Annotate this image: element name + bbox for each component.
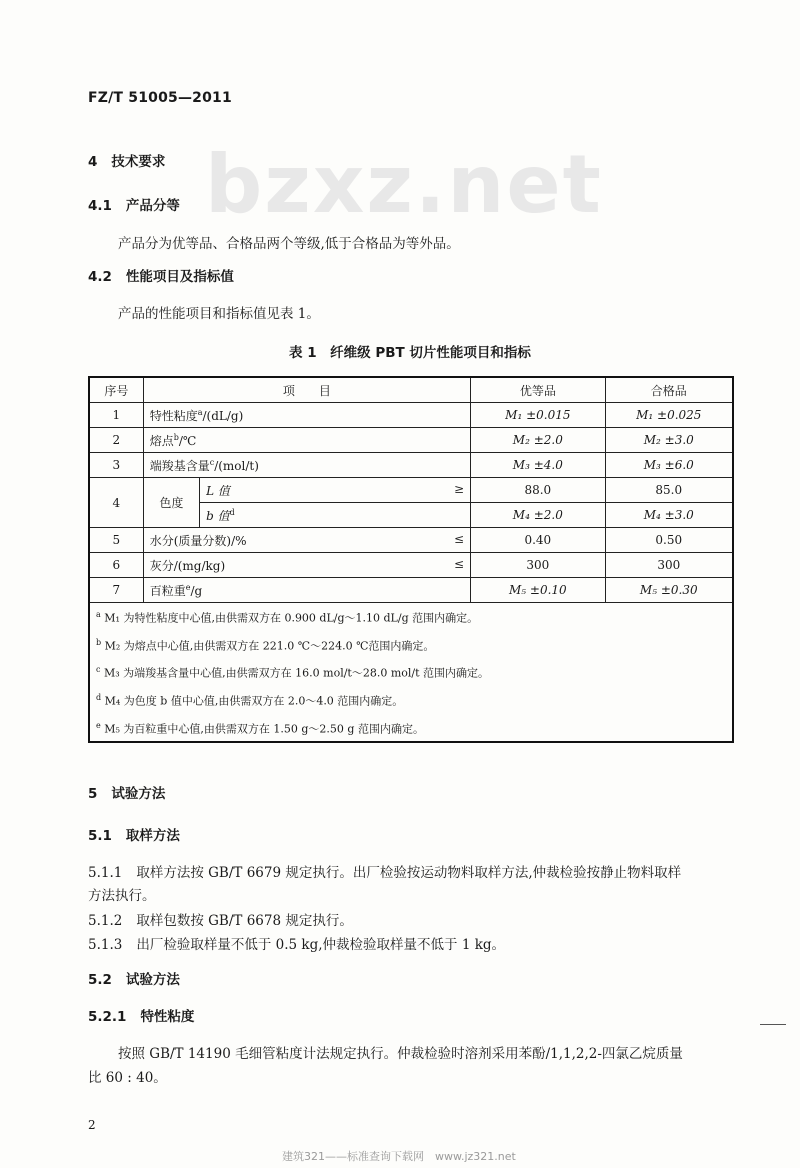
table-note: $^d$ M₄ 为色度 b 值中心值,由供需双方在 2.0～4.0 范围内确定。	[96, 692, 404, 708]
section-title: 取样方法	[125, 828, 180, 844]
row-seq: 3	[89, 453, 143, 478]
row-superior: 88.0	[471, 478, 605, 503]
table-note: $^a$ M₁ 为特性粘度中心值,由供需双方在 0.900 dL/g～1.10 dL/g 范围内确定。	[96, 610, 479, 625]
section-title: 产品分等	[125, 198, 180, 214]
row-qualified: 85.0	[605, 478, 733, 503]
table-note: $^b$ M₂ 为熔点中心值,由供需双方在 221.0 ℃～224.0 ℃范围内确定。	[96, 637, 435, 653]
row-qualified: 0.50	[605, 528, 733, 553]
row-item: 端羧基含量$^c$/(mol/t)	[143, 453, 470, 478]
row-item: 百粒重$^e$/g	[143, 578, 470, 603]
row-qualified: M₅ ±0.30	[605, 578, 733, 603]
row-seq: 6	[89, 553, 143, 578]
row-superior: M₄ ±2.0	[471, 503, 605, 528]
table-notes	[89, 603, 733, 743]
section-number: 5	[88, 786, 98, 802]
row-superior: M₂ ±2.0	[471, 428, 605, 453]
row-seq: 5	[89, 528, 143, 553]
row-qualified: M₄ ±3.0	[605, 503, 733, 528]
table-row	[89, 578, 733, 603]
section-5-1-1-text-cont: 方法执行。	[88, 888, 156, 904]
table-row	[89, 528, 733, 553]
table-row	[89, 478, 733, 503]
row-superior: 0.40	[471, 528, 605, 553]
section-title: 试验方法	[125, 972, 180, 988]
section-4-2-text: 产品的性能项目和指标值见表 1。	[118, 306, 320, 322]
row-superior: M₁ ±0.015	[471, 403, 605, 428]
table-1-caption: 表 1 纤维级 PBT 切片性能项目和指标	[289, 345, 531, 361]
section-5-1-1-text: 5.1.1 取样方法按 GB/T 6679 规定执行。出厂检验按运动物料取样方法,仲裁检验按静止物料取样	[88, 865, 682, 881]
table-note: $^c$ M₃ 为端羧基含量中心值,由供需双方在 16.0 mol/t～28.0 mol/t 范围内确定。	[96, 665, 490, 680]
row-seq: 2	[89, 428, 143, 453]
section-5-1-2-text: 5.1.2 取样包数按 GB/T 6678 规定执行。	[88, 913, 353, 929]
row-subitem: L 值 ≥	[200, 478, 471, 503]
table-row	[89, 453, 733, 478]
header-item: 项 目	[143, 377, 470, 403]
section-title: 特性粘度	[140, 1009, 195, 1025]
section-number: 4.2	[88, 269, 112, 285]
watermark: bzxz.net	[205, 138, 603, 231]
table-1	[88, 376, 734, 743]
row-seq: 7	[89, 578, 143, 603]
row-item: 灰分/(mg/kg) ≤	[143, 553, 470, 578]
table-row	[89, 428, 733, 453]
header-qualified: 合格品	[605, 377, 733, 403]
row-qualified: M₂ ±3.0	[605, 428, 733, 453]
row-item: 色度	[143, 478, 199, 528]
section-title: 试验方法	[111, 786, 166, 802]
page-number: 2	[88, 1118, 96, 1132]
row-qualified: 300	[605, 553, 733, 578]
row-qualified: M₃ ±6.0	[605, 453, 733, 478]
footer-source: 建筑321——标准查询下载网 www.jz321.net	[282, 1150, 516, 1163]
table-header-row	[89, 377, 733, 403]
row-item: 水分(质量分数)/% ≤	[143, 528, 470, 553]
row-superior: M₅ ±0.10	[471, 578, 605, 603]
row-seq: 4	[89, 478, 143, 528]
table-note: $^e$ M₅ 为百粒重中心值,由供需双方在 1.50 g～2.50 g 范围内确定。	[96, 720, 424, 736]
section-5-2-1-text: 按照 GB/T 14190 毛细管粘度计法规定执行。仲裁检验时溶剂采用苯酚/1,1,2,2-四氯乙烷质量	[118, 1046, 683, 1062]
row-subitem: b 值$^d$	[200, 503, 471, 528]
header-superior: 优等品	[471, 377, 605, 403]
table-notes-row	[89, 603, 733, 743]
section-5-2-1-heading	[88, 1005, 194, 1025]
table-row	[89, 553, 733, 578]
section-number: 5.2	[88, 972, 112, 988]
section-5-2-1-text-cont: 比 60 : 40。	[88, 1070, 167, 1086]
section-5-1-heading	[88, 824, 180, 844]
section-title: 性能项目及指标值	[125, 269, 234, 285]
row-superior: 300	[471, 553, 605, 578]
section-5-heading	[88, 782, 165, 802]
row-item: 熔点$^b$/℃	[143, 428, 470, 453]
section-number: 5.2.1	[88, 1009, 127, 1025]
table-row	[89, 403, 733, 428]
section-4-1-heading	[88, 194, 180, 214]
section-5-2-heading	[88, 968, 180, 988]
row-item: 特性粘度$^a$/(dL/g)	[143, 403, 470, 428]
section-4-1-text: 产品分为优等品、合格品两个等级,低于合格品为等外品。	[118, 236, 460, 252]
section-number: 5.1	[88, 828, 112, 844]
row-qualified: M₁ ±0.025	[605, 403, 733, 428]
section-4-2-heading	[88, 265, 234, 285]
section-number: 4.1	[88, 198, 112, 214]
section-5-1-3-text: 5.1.3 出厂检验取样量不低于 0.5 kg,仲裁检验取样量不低于 1 kg。	[88, 937, 506, 953]
section-title: 技术要求	[111, 154, 166, 170]
row-seq: 1	[89, 403, 143, 428]
header-seq: 序号	[89, 377, 143, 403]
row-superior: M₃ ±4.0	[471, 453, 605, 478]
section-number: 4	[88, 154, 98, 170]
section-4-heading	[88, 150, 165, 170]
document-code-header: FZ/T 51005—2011	[88, 90, 232, 106]
margin-mark	[760, 1024, 786, 1025]
